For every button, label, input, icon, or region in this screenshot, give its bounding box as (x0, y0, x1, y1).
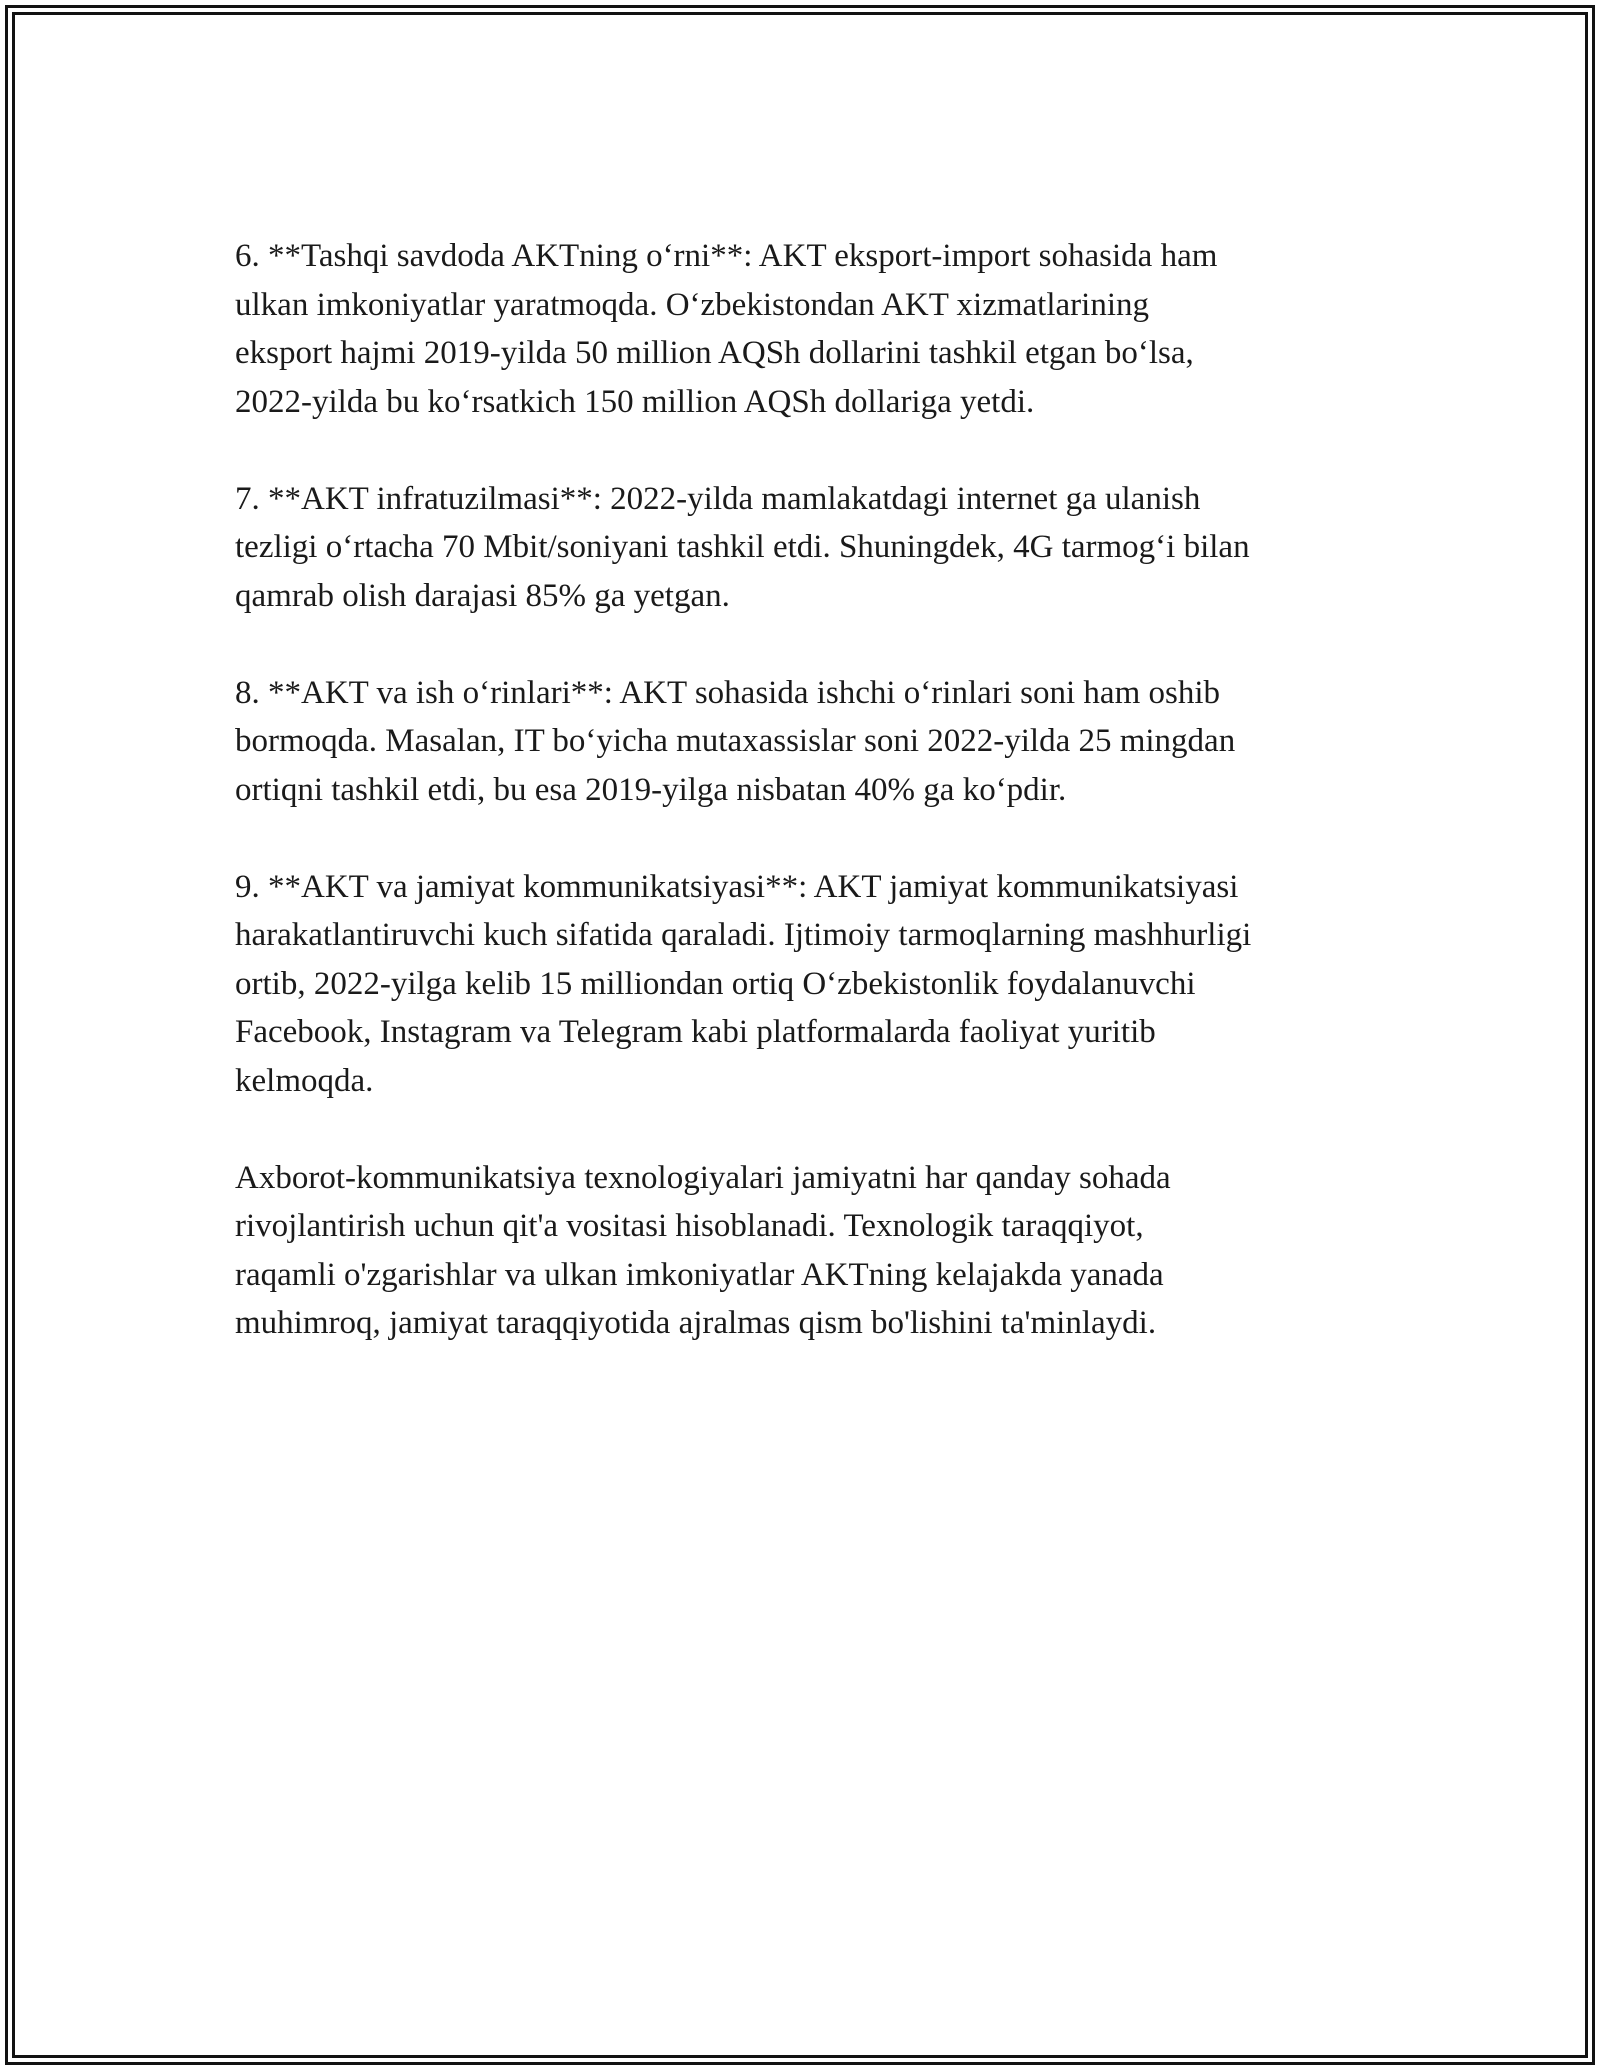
text-line: harakatlantiruvchi kuch sifatida qaraladi. Ijtimoiy tarmoqlarning mashhurligi (235, 917, 1252, 953)
paragraph-infrastructure (235, 475, 1385, 621)
text-line: 9. **AKT va jamiyat kommunikatsiyasi**: AKT jamiyat kommunikatsiyasi (235, 868, 1239, 905)
paragraph-conclusion (235, 1154, 1385, 1348)
text-line: muhimroq, jamiyat taraqqiyotida ajralmas qism bo'lishini ta'minlaydi. (235, 1305, 1157, 1341)
text-line: rivojlantirish uchun qit'a vositasi hisoblanadi. Texnologik taraqqiyot, (235, 1208, 1144, 1244)
text-line: ulkan imkoniyatlar yaratmoqda. Oʻzbekistondan AKT xizmatlarining (235, 286, 1149, 323)
text-line: ortiqni tashkil etdi, bu esa 2019-yilga nisbatan 40% ga koʻpdir. (235, 771, 1067, 808)
text-line: 8. **AKT va ish oʻrinlari**: AKT sohasida ishchi oʻrinlari soni ham oshib (235, 674, 1221, 711)
text-line: ortib, 2022-yilga kelib 15 milliondan ortiq Oʻzbekistonlik foydalanuvchi (235, 965, 1196, 1002)
paragraph-jobs (235, 669, 1385, 815)
text-line: raqamli o'zgarishlar va ulkan imkoniyatlar AKTning kelajakda yanada (235, 1256, 1164, 1293)
text-line: Axborot-kommunikatsiya texnologiyalari jamiyatni har qanday sohada (235, 1159, 1171, 1196)
paragraph-communication (235, 863, 1385, 1106)
text-line: qamrab olish darajasi 85% ga yetgan. (235, 577, 730, 614)
text-line: kelmoqda. (235, 1062, 374, 1099)
document-body (235, 232, 1385, 1396)
text-line: 6. **Tashqi savdoda AKTning oʻrni**: AKT eksport-import sohasida ham (235, 238, 1218, 274)
text-line: 7. **AKT infratuzilmasi**: 2022-yilda mamlakatdagi internet ga ulanish (235, 480, 1201, 517)
text-line: tezligi oʻrtacha 70 Mbit/soniyani tashkil etdi. Shuningdek, 4G tarmogʻi bilan (235, 529, 1250, 565)
text-line: Facebook, Instagram va Telegram kabi platformalarda faoliyat yuritib (235, 1014, 1156, 1050)
paragraph-foreign-trade (235, 232, 1385, 426)
text-line: 2022-yilda bu koʻrsatkich 150 million AQSh dollariga yetdi. (235, 383, 1035, 420)
text-line: bormoqda. Masalan, IT boʻyicha mutaxassislar soni 2022-yilda 25 mingdan (235, 723, 1236, 759)
text-line: eksport hajmi 2019-yilda 50 million AQSh dollarini tashkil etgan boʻlsa, (235, 335, 1194, 371)
